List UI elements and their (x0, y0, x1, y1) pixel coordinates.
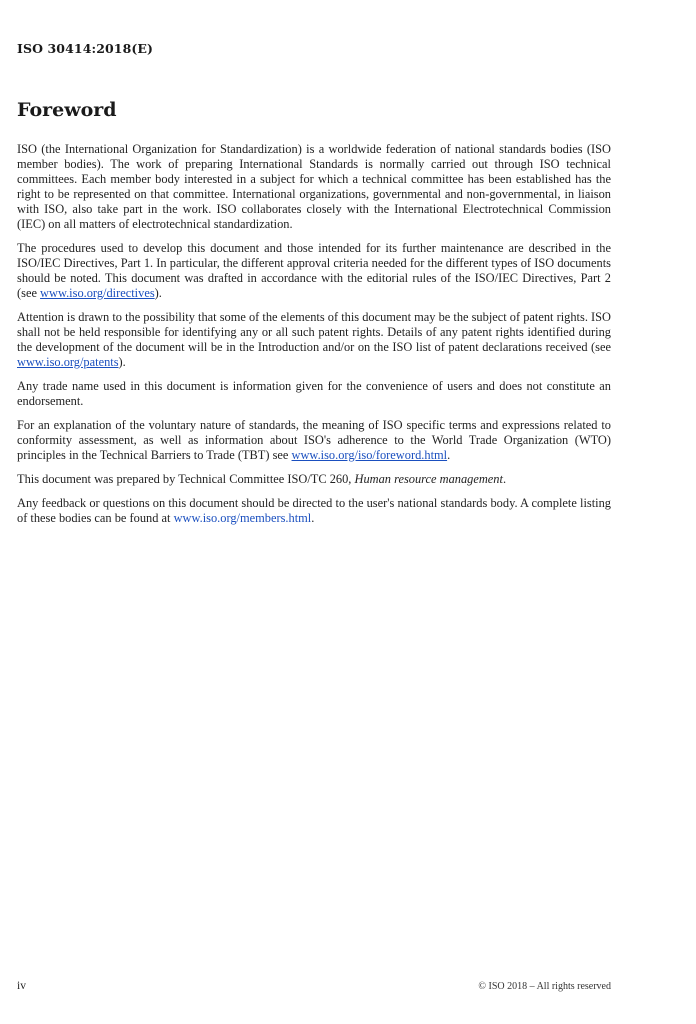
paragraph-text: Attention is drawn to the possibility that some of the elements of this document may be the subject of patent rights. ISO shall not be held responsible for identifying any or all such patent rights. Details of any patent rights identified during the development of the document will be in the Introduction and/or on the ISO list of patent declarations received (see (17, 310, 611, 354)
paragraph-patents (17, 310, 611, 370)
paragraph-text: ). (118, 355, 126, 369)
paragraph-text: Any feedback or questions on this document should be directed to the user's national standards body. A complete listing of these bodies can be found at (17, 496, 611, 525)
paragraph-committee (17, 472, 611, 487)
members-link[interactable]: www.iso.org/members.html (173, 511, 312, 525)
committee-name: Human resource management (354, 472, 503, 486)
directives-link[interactable]: www.iso.org/directives (40, 286, 155, 300)
paragraph-trade-name: Any trade name used in this document is information given for the convenience of users and does not constitute an endorsement. (17, 379, 611, 408)
paragraph-feedback (17, 496, 611, 526)
document-id: ISO 30414:2018(E) (17, 41, 154, 56)
paragraph-iso-intro: ISO (the International Organization for Standardization) is a worldwide federation of national standards bodies (ISO member bodies). The work of preparing International Standards is normally carried out through ISO technical committees. Each member body interested in a subject for which a technical committee has been established has the right to be represented on that committee. International organizations, governmental and non-governmental, in liaison with ISO, also take part in the work. ISO collaborates closely with the International Electrotechnical Commission (IEC) on all matters of electrotechnical standardization. (17, 142, 611, 231)
paragraph-procedures (17, 241, 611, 301)
paragraph-text: . (447, 448, 451, 462)
copyright-notice: © ISO 2018 – All rights reserved (478, 981, 611, 992)
paragraph-text: ). (154, 286, 162, 300)
paragraph-voluntary-nature (17, 418, 611, 463)
paragraph-text: The procedures used to develop this document and those intended for its further maintenance are described in the ISO/IEC Directives, Part 1. In particular, the different approval criteria needed for the different types of ISO documents should be noted. This document was drafted in accordance with the editorial rules of the ISO/IEC Directives, Part 2 (see (17, 241, 611, 300)
patents-link[interactable]: www.iso.org/patents (17, 355, 119, 369)
page-number: iv (17, 980, 26, 992)
foreword-body (17, 142, 611, 535)
page-title: Foreword (17, 99, 117, 121)
paragraph-text: This document was prepared by Technical Committee ISO/TC 260, (17, 472, 355, 486)
foreword-link[interactable]: www.iso.org/iso/foreword.html (291, 448, 448, 462)
paragraph-text: For an explanation of the voluntary nature of standards, the meaning of ISO specific terms and expressions related to conformity assessment, as well as information about ISO's adherence to the World Trade Organization (WTO) principles in the Technical Barriers to Trade (TBT) see (17, 418, 611, 462)
paragraph-text: . (311, 511, 315, 525)
paragraph-text: . (502, 472, 507, 486)
